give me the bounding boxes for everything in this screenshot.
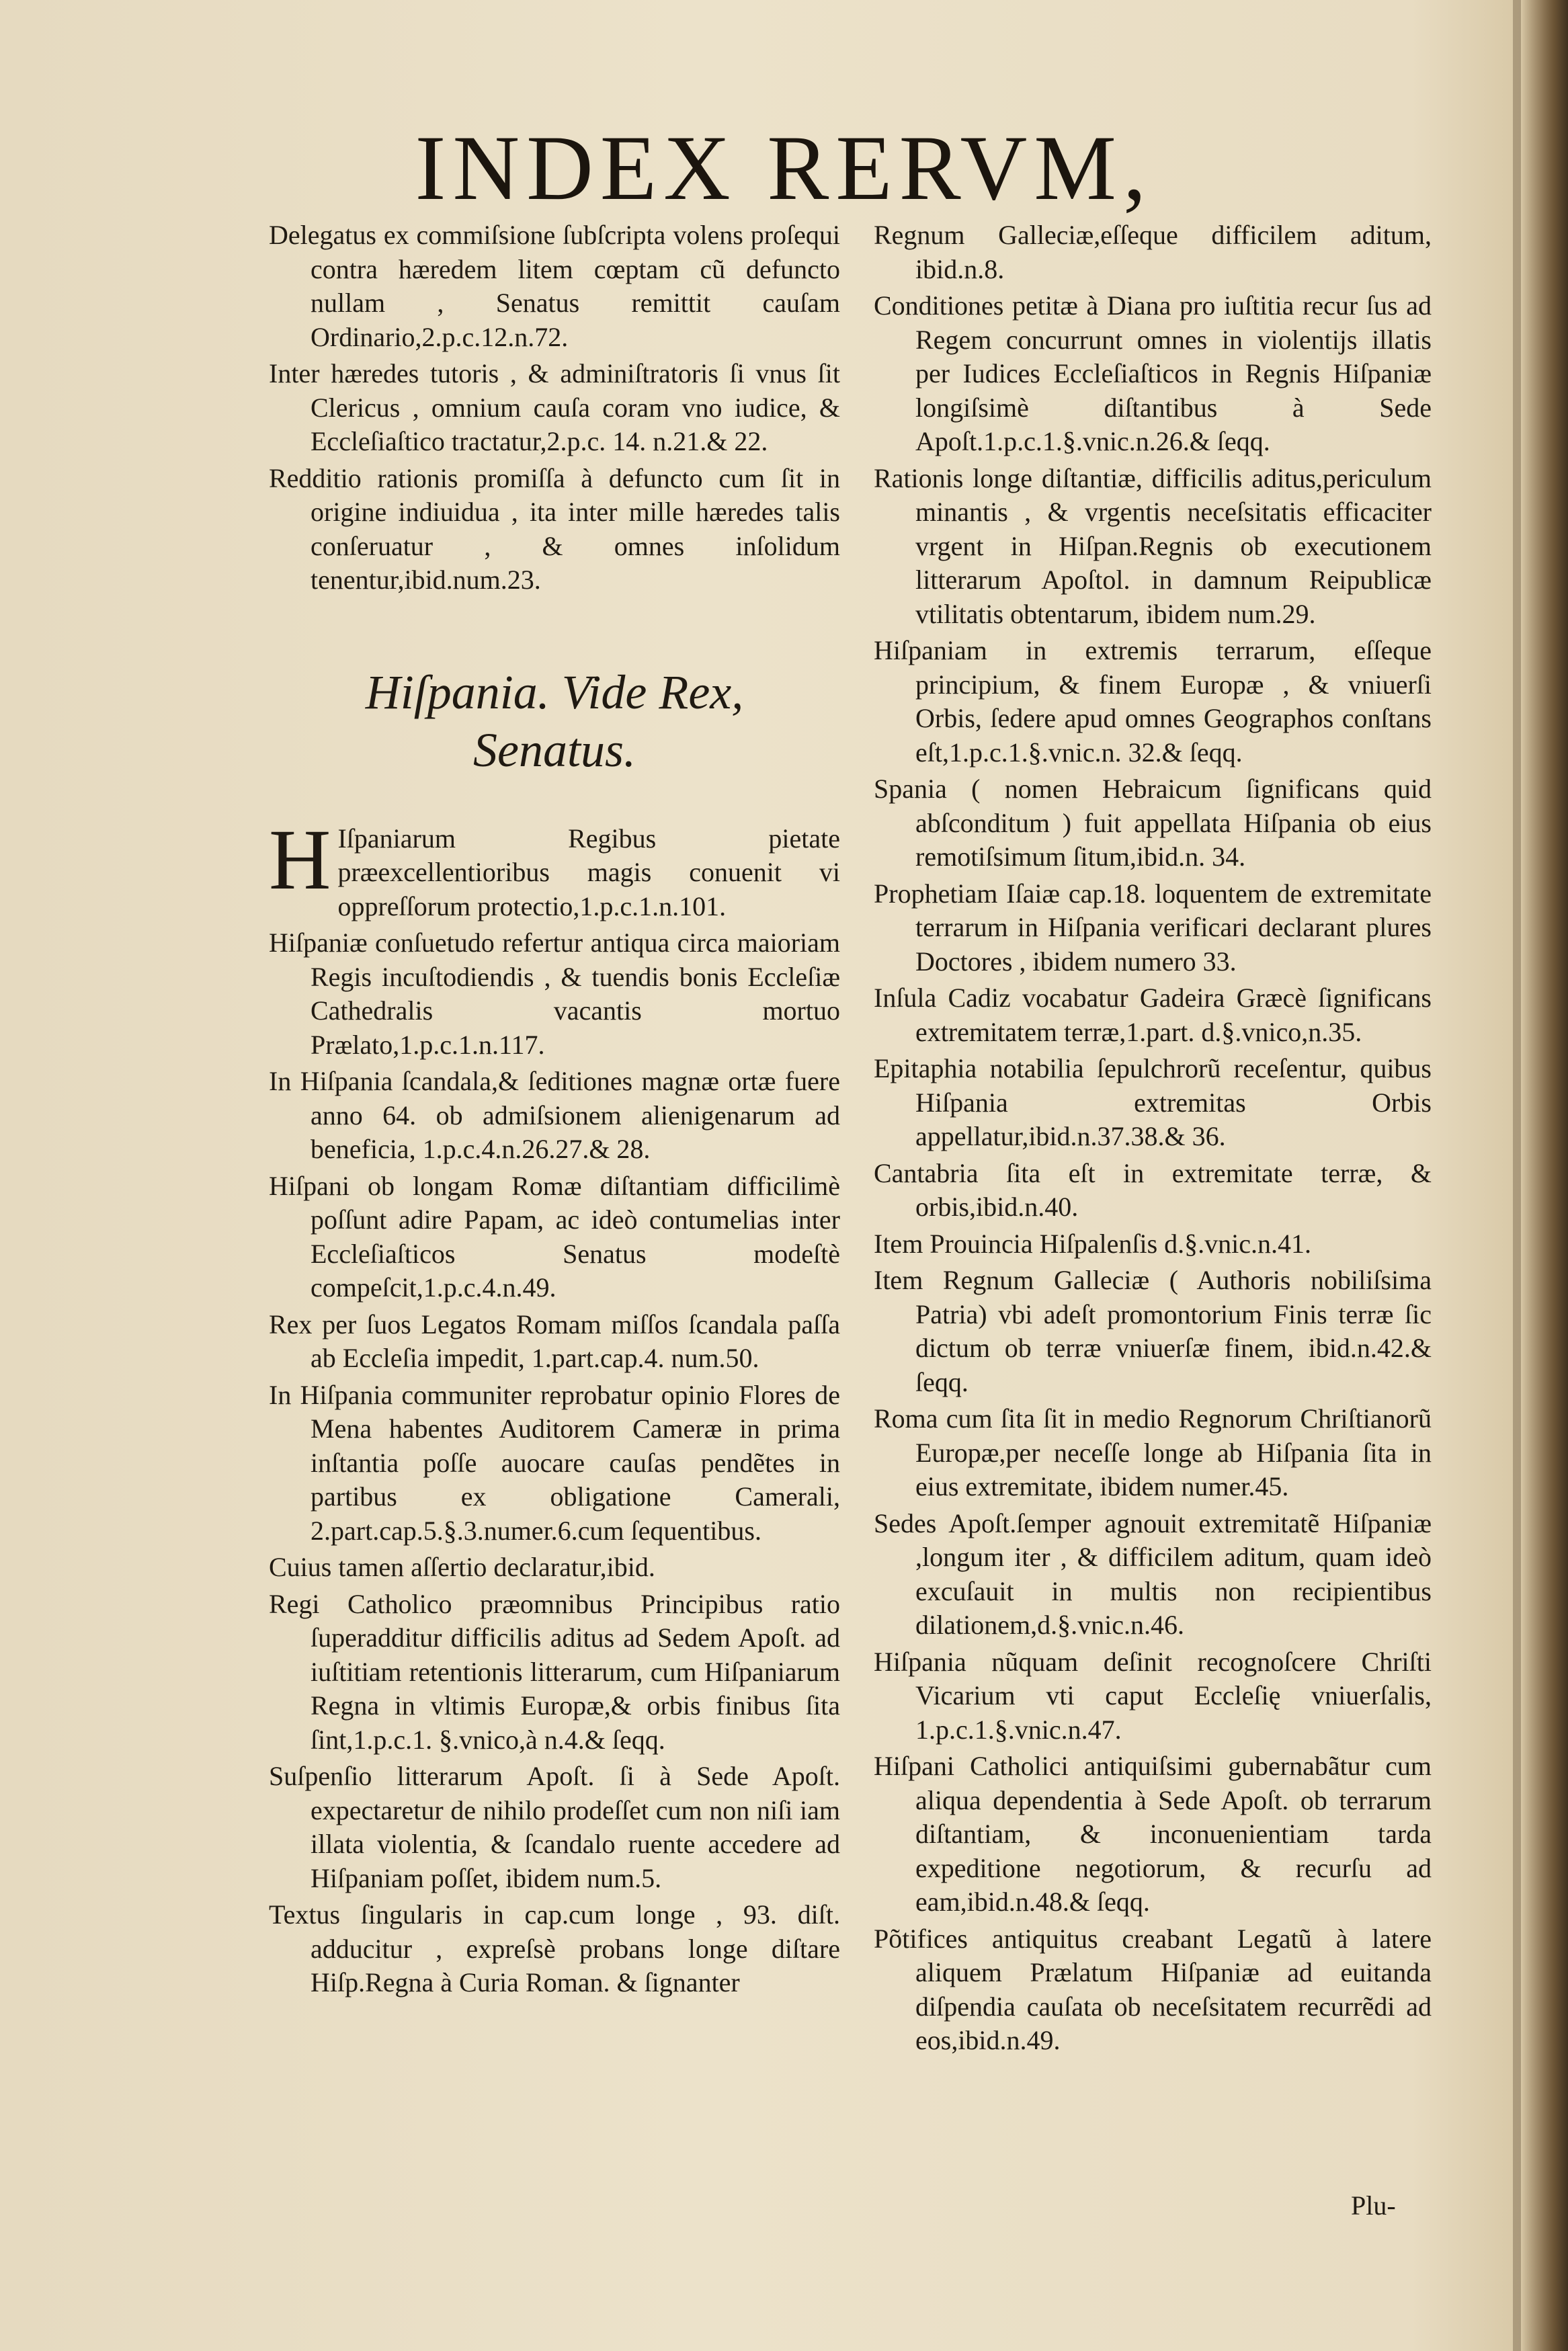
index-entry: Redditio rationis promiſſa à defuncto cum ſit in origine indiuidua , ita inter mille hæredes talis conſeruatur , & omnes inſolidum tenentur,ibid.num.23. — [269, 462, 840, 595]
index-entry: In Hiſpania communiter reprobatur opinio Flores de Mena habentes Auditorem Cameræ in prima inſtantia poſſe auocare cauſas pendẽtes in partibus ex obligatione Camerali, 2.part.cap.5.§.3.numer.6.cum ſequentibus. — [269, 1379, 840, 1546]
index-entry: Epitaphia notabilia ſepulchrorũ receſentur, quibus Hiſpania extremitas Orbis appellatur,ibid.n.37.38.& 36. — [874, 1053, 1432, 1151]
section-heading: Hiſpania. Vide Rex, Senatus. — [365, 665, 744, 777]
index-entry: Spania ( nomen Hebraicum ſignificans quid abſconditum ) fuit appellata Hiſpania ob eius remotiſsimum ſitum,ibid.n. 34. — [874, 774, 1432, 872]
index-entry-first — [269, 811, 840, 924]
page-edge — [1521, 0, 1568, 2351]
index-entry: Hiſpaniam in extremis terrarum, eſſeque principium, & finem Europæ , & vniuerſi Orbis, ſedere apud omnes Geographos conſtans eſt,1.p.c.1.§.vnic.n. 32.& ſeqq. — [874, 635, 1432, 768]
page-fold-shadow — [1513, 0, 1521, 2351]
left-column — [269, 218, 840, 2003]
index-entry: Regnum Galleciæ,eſſeque difficilem aditum, ibid.n.8. — [874, 220, 1432, 284]
running-header: INDEX RERVM, — [415, 116, 1153, 219]
index-entry-text: Iſpaniarum Regibus pietate præexcellentioribus magis conuenit vi oppreſſorum protectio,1.p.c.1.n.101. — [337, 823, 840, 921]
index-entry: Sedes Apoſt.ſemper agnouit extremitatẽ Hiſpaniæ ,longum iter , & difficilem aditum, quam ideò excuſauit in multis non recipientibus dilationem,d.§.vnic.n.46. — [874, 1508, 1432, 1640]
index-entry: Cantabria ſita eſt in extremitate terræ, & orbis,ibid.n.40. — [874, 1157, 1432, 1222]
index-entry: Inter hæredes tutoris , & adminiſtratoris ſi vnus ſit Clericus , omnium cauſa coram vno iudice, & Eccleſiaſtico tractatur,2.p.c. 14. n.21.& 22. — [269, 358, 840, 456]
index-entry: Suſpenſio litterarum Apoſt. ſi à Sede Apoſt. expectaretur de nihilo prodeſſet cum non niſi iam illata violentia, & ſcandalo ruente accedere ad Hiſpaniam poſſet, ibidem num.5. — [269, 1761, 840, 1893]
index-entry: Hiſpania nũquam deſinit recognoſcere Chriſti Vicarium vti caput Eccleſię vniuerſalis, 1.p.c.1.§.vnic.n.47. — [874, 1646, 1432, 1745]
index-entry: Roma cum ſita ſit in medio Regnorum Chriſtianorũ Europæ,per neceſſe longe ab Hiſpania ſita in eius extremitate, ibidem numer.45. — [874, 1403, 1432, 1501]
index-entry: Conditiones petitæ à Diana pro iuſtitia recur ſus ad Regem concurrunt omnes in violentijs illatis per Iudices Eccleſiaſticos in Regnis Hiſpaniæ longiſsimè diſtantibus à Sede Apoſt.1.p.c.1.§.vnic.n.26.& ſeqq. — [874, 290, 1432, 456]
right-column — [874, 218, 1432, 2061]
index-entry: Item Regnum Galleciæ ( Authoris nobiliſsima Patria) vbi adeſt promontorium Finis terræ ſic dictum ob terræ vniuerſæ finem, ibid.n.42.& ſeqq. — [874, 1265, 1432, 1397]
index-entry: Item Prouincia Hiſpalenſis d.§.vnic.n.41. — [874, 1228, 1311, 1259]
index-entry: Hiſpaniæ conſuetudo refertur antiqua circa maioriam Regis incuſtodiendis , & tuendis bonis Eccleſiæ Cathedralis vacantis mortuo Prælato,1.p.c.1.n.117. — [269, 927, 840, 1060]
index-entry: Hiſpani Catholici antiquiſsimi gubernabãtur cum aliqua dependentia à Sede Apoſt. ob terrarum diſtantiam, & inconuenientiam tarda expeditione negotiorum, & recurſu ad eam,ibid.n.48.& ſeqq. — [874, 1751, 1432, 1917]
index-entry: In Hiſpania ſcandala,& ſeditiones magnæ ortæ fuere anno 64. ob admiſsionem alienigenarum ad beneficia, 1.p.c.4.n.26.27.& 28. — [269, 1066, 840, 1164]
index-entry: Prophetiam Iſaiæ cap.18. loquentem de extremitate terrarum in Hiſpania verificari declarant plures Doctores , ibidem numero 33. — [874, 878, 1432, 977]
index-entry: Inſula Cadiz vocabatur Gadeira Græcè ſignificans extremitatem terræ,1.part. d.§.vnico,n.35. — [874, 983, 1432, 1047]
index-entry: Regi Catholico præomnibus Principibus ratio ſuperadditur difficilis aditus ad Sedem Apoſt. ad iuſtitiam retentionis litterarum, cum Hiſpaniarum Regna in vltimis Europæ,& orbis finibus ſita ſint,1.p.c.1. §.vnico,à n.4.& ſeqq. — [269, 1588, 840, 1755]
index-entry: Põtifices antiquitus creabant Legatũ à latere aliquem Prælatum Hiſpaniæ ad euitanda diſpendia cauſata ob neceſsitatem recurrẽdi ad eos,ibid.n.49. — [874, 1923, 1432, 2055]
index-entry: Rationis longe diſtantiæ, difficilis aditus,periculum minantis , & vrgentis neceſsitatis efficaciter vrgent in Hiſpan.Regnis ob executionem litterarum Apoſtol. in damnum Reipublicæ vtilitatis obtentarum, ibidem num.29. — [874, 462, 1432, 629]
catchword: Plu- — [1351, 2190, 1396, 2221]
index-entry: Delegatus ex commiſsione ſubſcripta volens proſequi contra hæredem litem cœptam cũ defuncto nullam , Senatus remittit cauſam Ordinario,2.p.c.12.n.72. — [269, 220, 840, 352]
drop-cap: H — [269, 811, 331, 907]
index-entry: Textus ſingularis in cap.cum longe , 93. diſt. adducitur , expreſsè probans longe diſtare Hiſp.Regna à Curia Roman. & ſignanter — [269, 1899, 840, 1997]
index-entry: Rex per ſuos Legatos Romam miſſos ſcandala paſſa ab Eccleſia impedit, 1.part.cap.4. num.50. — [269, 1309, 840, 1373]
index-entry: Hiſpani ob longam Romæ diſtantiam difficilimè poſſunt adire Papam, ac ideò contumelias inter Eccleſiaſticos Senatus modeſtè compeſcit,1.p.c.4.n.49. — [269, 1170, 840, 1303]
index-entry: Cuius tamen aſſertio declaratur,ibid. — [269, 1552, 655, 1582]
